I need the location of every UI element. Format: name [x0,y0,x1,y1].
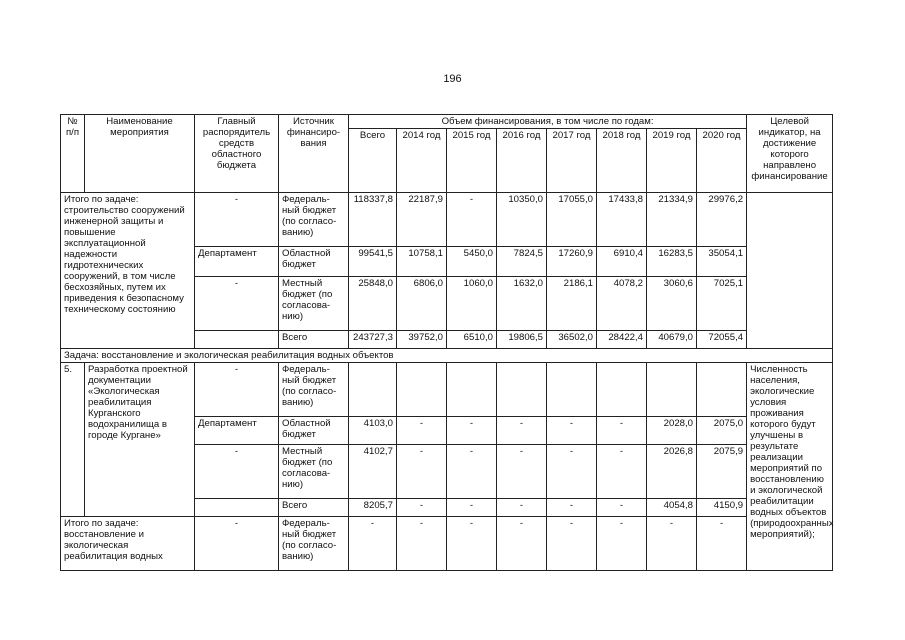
value-cell [647,363,697,417]
value-cell: - [497,499,547,517]
value-cell: 25848,0 [349,277,397,331]
value-cell: 4078,2 [597,277,647,331]
value-cell: - [547,417,597,445]
value-cell: 118337,8 [349,193,397,247]
value-cell: - [397,445,447,499]
row-source: Всего [279,499,349,517]
value-cell: 2075,9 [697,445,747,499]
value-cell: - [497,517,547,571]
value-cell: - [447,193,497,247]
value-cell: - [547,517,597,571]
table-row [61,193,833,247]
value-cell: 4103,0 [349,417,397,445]
value-cell: - [349,517,397,571]
value-cell [697,363,747,417]
value-cell: - [397,499,447,517]
row-manager [195,331,279,349]
block2-label: Разработка проектной документации «Экологическая реабилитация Курганского водохранилища в городе Кургане» [85,363,195,517]
block1-indicator [747,193,833,349]
value-cell [547,363,597,417]
value-cell: 39752,0 [397,331,447,349]
funding-table [60,114,833,571]
value-cell: 2186,1 [547,277,597,331]
value-cell: 1632,0 [497,277,547,331]
row-source: Всего [279,331,349,349]
value-cell: 3060,6 [647,277,697,331]
row-source: Федераль-ный бюджет (по согласо-ванию) [279,193,349,247]
value-cell: 29976,2 [697,193,747,247]
value-cell [497,363,547,417]
value-cell: 35054,1 [697,247,747,277]
value-cell: - [597,417,647,445]
header-no: № п/п [61,115,85,193]
value-cell: - [597,499,647,517]
row-source: Федераль-ный бюджет (по согласо-ванию) [279,517,349,571]
value-cell: 4150,9 [697,499,747,517]
value-cell: - [547,445,597,499]
header-year: 2015 год [447,129,497,193]
block2-indicator: Численность населения, экологические условия проживания которого будут улучшены в результате реализации мероприятий по восстановлению и экологической реабилитации водных объектов (природоохранных мероприятий); [747,363,833,571]
row-source: Местный бюджет (по согласова-нию) [279,277,349,331]
value-cell: 4054,8 [647,499,697,517]
block3-label: Итого по задаче: восстановление и экологическая реабилитация водных [61,517,195,571]
value-cell: 2028,0 [647,417,697,445]
value-cell: 28422,4 [597,331,647,349]
page-number: 196 [443,73,462,85]
value-cell: 6806,0 [397,277,447,331]
value-cell: 17260,9 [547,247,597,277]
value-cell [397,363,447,417]
value-cell: - [497,417,547,445]
value-cell: 5450,0 [447,247,497,277]
header-source: Источник финансиро-вания [279,115,349,193]
header-year: 2017 год [547,129,597,193]
row-manager [195,499,279,517]
value-cell: - [597,445,647,499]
value-cell [349,363,397,417]
value-cell: 7824,5 [497,247,547,277]
row-manager: - [195,277,279,331]
value-cell: - [447,499,497,517]
value-cell: 19806,5 [497,331,547,349]
header-manager: Главный распорядитель средств областного бюджета [195,115,279,193]
value-cell: - [447,417,497,445]
value-cell: - [397,517,447,571]
value-cell: 21334,9 [647,193,697,247]
value-cell: 10758,1 [397,247,447,277]
value-cell [597,363,647,417]
value-cell: 8205,7 [349,499,397,517]
value-cell: 10350,0 [497,193,547,247]
value-cell: 16283,5 [647,247,697,277]
value-cell: - [447,517,497,571]
value-cell: 72055,4 [697,331,747,349]
value-cell: 1060,0 [447,277,497,331]
table-row [61,363,833,417]
row-manager: - [195,363,279,417]
value-cell [447,363,497,417]
row-manager: Департамент [195,247,279,277]
header-year: 2018 год [597,129,647,193]
value-cell: - [597,517,647,571]
value-cell: 2026,8 [647,445,697,499]
header-year: 2014 год [397,129,447,193]
value-cell: 6910,4 [597,247,647,277]
value-cell: 22187,9 [397,193,447,247]
table-row [61,517,833,571]
header-year: 2019 год [647,129,697,193]
value-cell: 6510,0 [447,331,497,349]
row-manager: Департамент [195,417,279,445]
value-cell: - [647,517,697,571]
value-cell: 40679,0 [647,331,697,349]
value-cell: - [697,517,747,571]
table-row [61,349,833,363]
value-cell: 243727,3 [349,331,397,349]
value-cell: 17433,8 [597,193,647,247]
value-cell: 99541,5 [349,247,397,277]
row-manager: - [195,193,279,247]
section-title: Задача: восстановление и экологическая реабилитация водных объектов [61,349,833,363]
row-manager: - [195,517,279,571]
header-funding: Объем финансирования, в том числе по годам: [349,115,747,129]
header-year: 2016 год [497,129,547,193]
row-manager: - [195,445,279,499]
value-cell: 2075,0 [697,417,747,445]
row-source: Областной бюджет [279,417,349,445]
block1-label: Итого по задаче: строительство сооружений инженерной защиты и повышение эксплуатационной надежности гидротехнических сооружений, в том числе бесхозяйных, путем их приведения к безопасному техническому состоянию [61,193,195,349]
value-cell: 4102,7 [349,445,397,499]
row-source: Федераль-ный бюджет (по согласо-ванию) [279,363,349,417]
header-indicator: Целевой индикатор, на достижение которого направлено финансирование [747,115,833,193]
value-cell: - [397,417,447,445]
header-year: 2020 год [697,129,747,193]
value-cell: - [547,499,597,517]
header-total: Всего [349,129,397,193]
value-cell: 17055,0 [547,193,597,247]
header-name: Наименование мероприятия [85,115,195,193]
value-cell: 36502,0 [547,331,597,349]
row-source: Областной бюджет [279,247,349,277]
value-cell: 7025,1 [697,277,747,331]
row-source: Местный бюджет (по согласова-нию) [279,445,349,499]
value-cell: - [447,445,497,499]
item-number: 5. [61,363,85,517]
value-cell: - [497,445,547,499]
